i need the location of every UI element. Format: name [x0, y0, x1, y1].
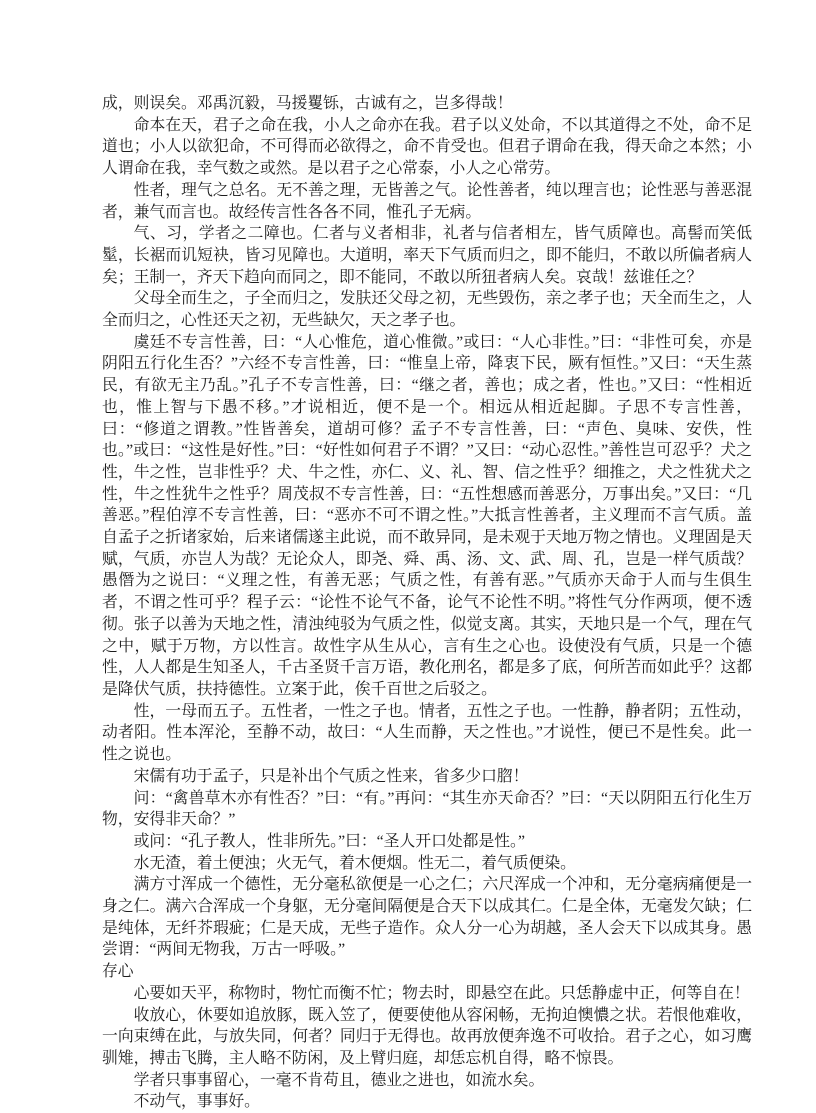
paragraph: 满方寸浑成一个德性，无分毫私欲便是一心之仁；六尺浑成一个冲和，无分毫病痛便是一身之仁。满六合浑成一个身躯，无分毫间隔便是合天下以成其仁。仁是全体，无毫发欠缺；仁是纯体，无纤芥瑕疵；仁是天成，无些子造作。众人分一心为胡越，圣人会天下以成其身。愚尝谓：“两间无物我，万古一呼吸。” [102, 876, 752, 959]
paragraph: 气、习，学者之二障也。仁者与义者相非，礼者与信者相左，皆气质障也。高髻而笑低髽，长裾而讥短袂，皆习见障也。大道明，率天下气质而归之，即不能归，不敢以所偏者病人矣；王制一，齐天下趋向而同之，即不能同，不敢以所狃者病人矣。哀哉！兹谁任之？ [102, 225, 752, 286]
paragraph: 性者，理气之总名。无不善之理，无皆善之气。论性善者，纯以理言也；论性恶与善恶混者，兼气而言也。故经传言性各各不同，惟孔子无病。 [102, 181, 752, 221]
section-heading: 存心 [102, 963, 134, 981]
paragraph: 不动气，事事好。 [133, 1093, 260, 1111]
paragraph: 学者只事事留心，一毫不肯苟且，德业之进也，如流水矣。 [133, 1071, 545, 1089]
paragraph: 水无渣，着土便浊；火无气，着木便烟。性无二，着气质便染。 [133, 854, 576, 872]
paragraph: 虞廷不专言性善，曰：“人心惟危，道心惟微。”或曰：“人心非性。”曰：“非性可矣，亦是阴阳五行化生否？”六经不专言性善，曰：“惟皇上帝，降衷下民，厥有恒性。”又曰：“天生蒸民，有欲无主乃乱。”孔子不专言性善，曰：“继之者，善也；成之者，性也。”又曰：“性相近也，惟上智与下愚不移。”才说相近，便不是一个。相远从相近起脚。子思不专言性善，曰：“修道之谓教。”性皆善矣，道胡可修？孟子不专言性善，曰：“声色、臭味、安佚，性也。”或曰：“这性是好性。”曰：“好性如何君子不谓？”又曰：“动心忍性。”善性岂可忍乎？犬之性，牛之性，岂非性乎？犬、牛之性，亦仁、义、礼、智、信之性乎？细推之，犬之性犹犬之性，牛之性犹牛之性乎？周茂叔不专言性善，曰：“五性想感而善恶分，万事出矣。”又曰：“几善恶。”程伯淳不专言性善，曰：“恶亦不可不谓之性。”大抵言性善者，主义理而不言气质。盖自孟子之折诸家始，后来诸儒遂主此说，而不敢异同，是未观于天地万物之情也。义理固是天赋，气质，亦岂人为哉？无论众人，即尧、舜、禹、汤、文、武、周、孔，岂是一样气质哉？愚僭为之说曰：“义理之性，有善无恶；气质之性，有善有恶。”气质亦天命于人而与生俱生者，不谓之性可乎？程子云：“论性不论气不备，论气不论性不明。”将性气分作两项，便不透彻。张子以善为天地之性，清浊纯驳为气质之性，似觉支离。其实，天地只是一个气，理在气之中，赋于万物，方以性言。故性字从生从心，言有生之心也。设使没有气质，只是一个德性，人人都是生知圣人，千古圣贤千言万语，教化刑名，都是多了底，何所苦而如此乎？这都是降伏气质，扶持德性。立案于此，俟千百世之后驳之。 [102, 333, 752, 698]
paragraph: 收放心，休要如追放豚，既入笠了，便要使他从容闲畅，无拘迫懊憹之状。若恨他难收，一向束缚在此，与放失同，何者？同归于无得也。故再放便奔逸不可收拾。君子之心，如习鹰驯雉，搏击飞腾，主人略不防闲，及上臂归庭，却恁忘机自得，略不惊畏。 [102, 1006, 752, 1067]
paragraph: 问：“禽兽草木亦有性否？”曰：“有。”再问：“其生亦天命否？”曰：“天以阴阳五行化生万物，安得非天命？” [102, 789, 752, 829]
paragraph: 或问：“孔子教人，性非所先。”曰：“圣人开口处都是性。” [133, 832, 525, 850]
paragraph: 父母全而生之，子全而归之，发肤还父母之初，无些毁伤，亲之孝子也；天全而生之，人全而归之，心性还天之初，无些缺欠，天之孝子也。 [102, 290, 752, 330]
document-page [102, 93, 752, 1113]
paragraph: 心要如天平，称物时，物忙而衡不忙；物去时，即悬空在此。只恁静虚中正，何等自在！ [133, 984, 750, 1002]
paragraph: 宋儒有功于孟子，只是补出个气质之性来，省多少口脗！ [133, 767, 529, 785]
paragraph: 性，一母而五子。五性者，一性之子也。情者，五性之子也。一性静，静者阴；五性动，动者阳。性本浑沦，至静不动，故曰：“人生而静，天之性也。”才说性，便已不是性矣。此一性之说也。 [102, 702, 752, 764]
paragraph: 成，则误矣。邓禹沉毅，马援矍铄，古诚有之，岂多得哉！ [102, 95, 513, 112]
paragraph: 命本在天，君子之命在我，小人之命亦在我。君子以义处命，不以其道得之不处，命不足道也；小人以欲犯命，不可得而必欲得之，命不肯受也。但君子谓命在我，得天命之本然；小人谓命在我，幸气数之或然。是以君子之心常泰，小人之心常劳。 [102, 116, 752, 178]
